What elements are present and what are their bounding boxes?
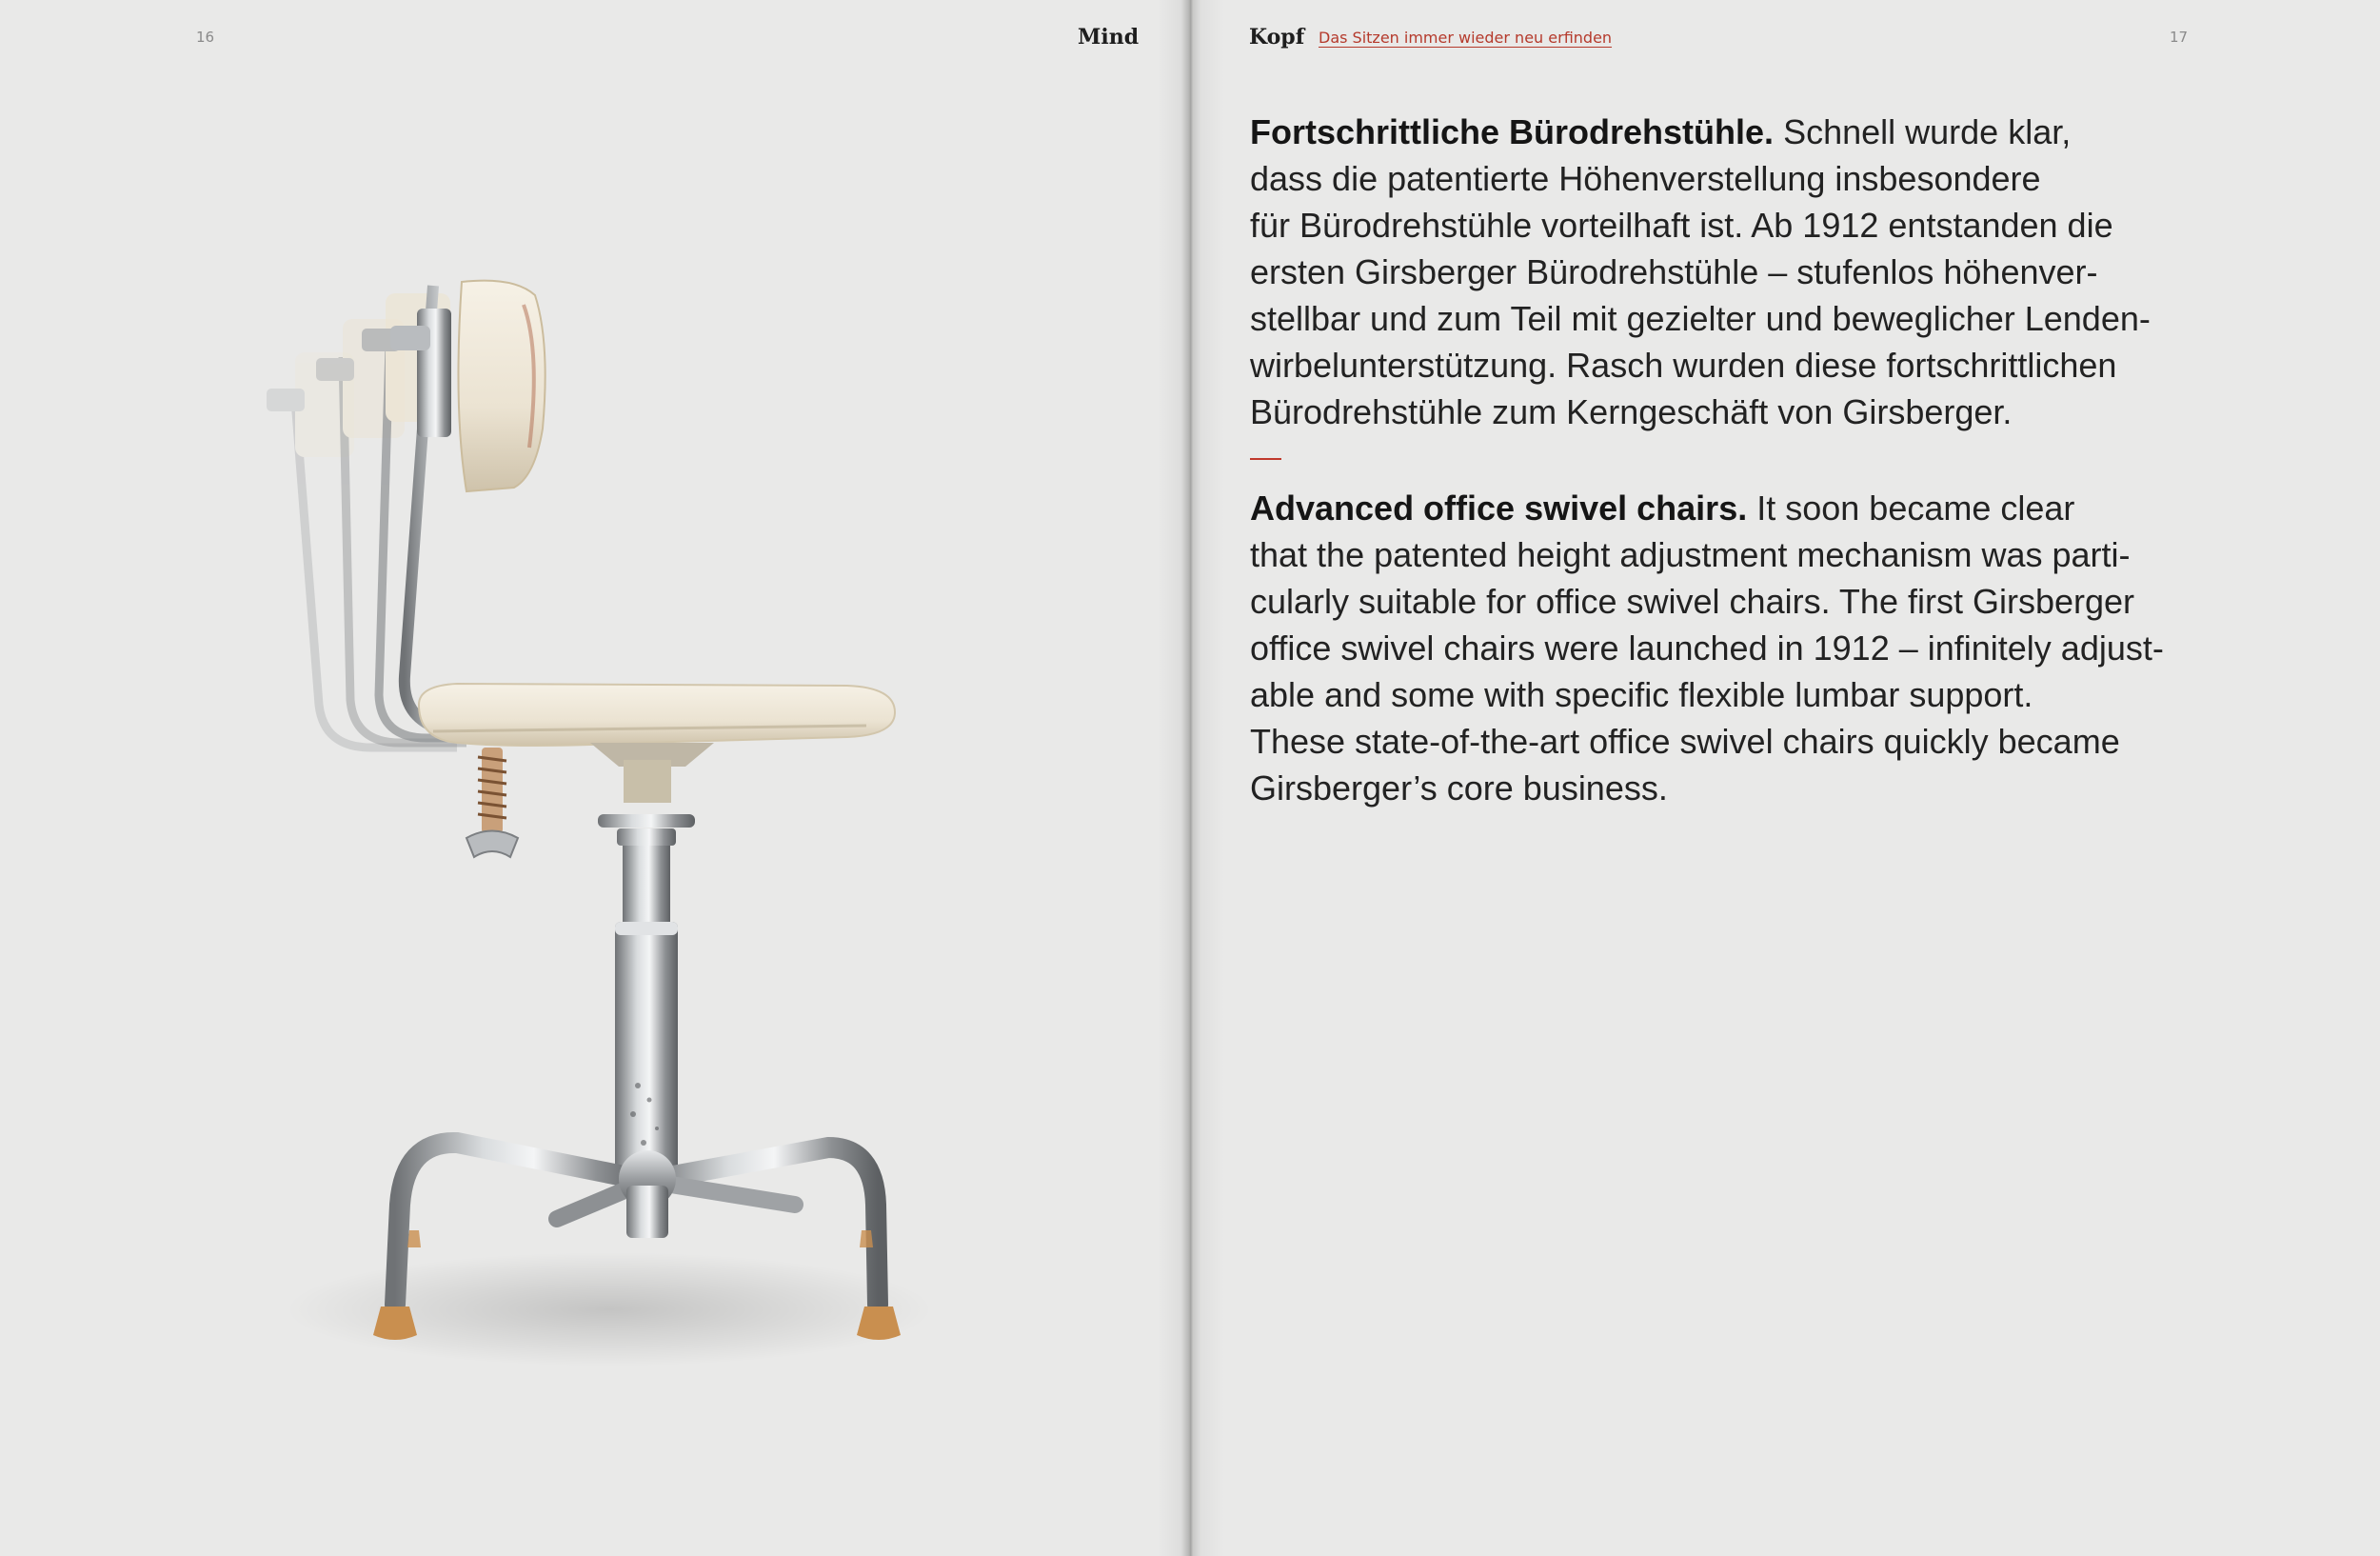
german-line-7: Bürodrehstühle zum Kerngeschäft von Girsberger. — [1250, 392, 2013, 431]
page-number-left: 16 — [196, 29, 215, 46]
english-line-1: It soon became clear — [1747, 489, 2075, 528]
german-line-4: ersten Girsberger Bürodrehstühle – stufenlos höhenver- — [1250, 252, 2098, 291]
body-text-column — [1250, 109, 2202, 811]
english-line-4: office swivel chairs were launched in 1912 – infinitely adjust- — [1250, 628, 2164, 668]
section-label-right: Kopf — [1249, 25, 1305, 50]
english-heading: Advanced office swivel chairs. — [1250, 489, 1748, 528]
german-paragraph — [1250, 109, 2202, 435]
page-number-right: 17 — [2170, 29, 2189, 46]
english-line-5: able and some with specific flexible lumbar support. — [1250, 675, 2033, 714]
english-line-6: These state-of-the-art office swivel chairs quickly became — [1250, 722, 2120, 761]
german-line-6: wirbelunterstützung. Rasch wurden diese fortschrittlichen — [1250, 346, 2117, 385]
swivel-chair-photo — [238, 267, 942, 1390]
english-line-7: Girsberger’s core business. — [1250, 768, 1668, 808]
running-head-right: Das Sitzen immer wieder neu erfinden — [1319, 29, 1613, 47]
english-paragraph — [1250, 485, 2202, 811]
german-heading: Fortschrittliche Bürodrehstühle. — [1250, 112, 1775, 151]
german-line-3: für Bürodrehstühle vorteilhaft ist. Ab 1912 entstanden die — [1250, 206, 2113, 245]
english-line-3: cularly suitable for office swivel chairs. The first Girsberger — [1250, 582, 2135, 621]
language-divider — [1250, 458, 1281, 460]
german-line-2: dass die patentierte Höhenverstellung insbesondere — [1250, 159, 2041, 198]
section-label-left: Mind — [1078, 25, 1140, 50]
german-line-1: Schnell wurde klar, — [1774, 112, 2072, 151]
german-line-5: stellbar und zum Teil mit gezielter und beweglicher Lenden- — [1250, 299, 2151, 338]
english-line-2: that the patented height adjustment mechanism was parti- — [1250, 535, 2131, 574]
